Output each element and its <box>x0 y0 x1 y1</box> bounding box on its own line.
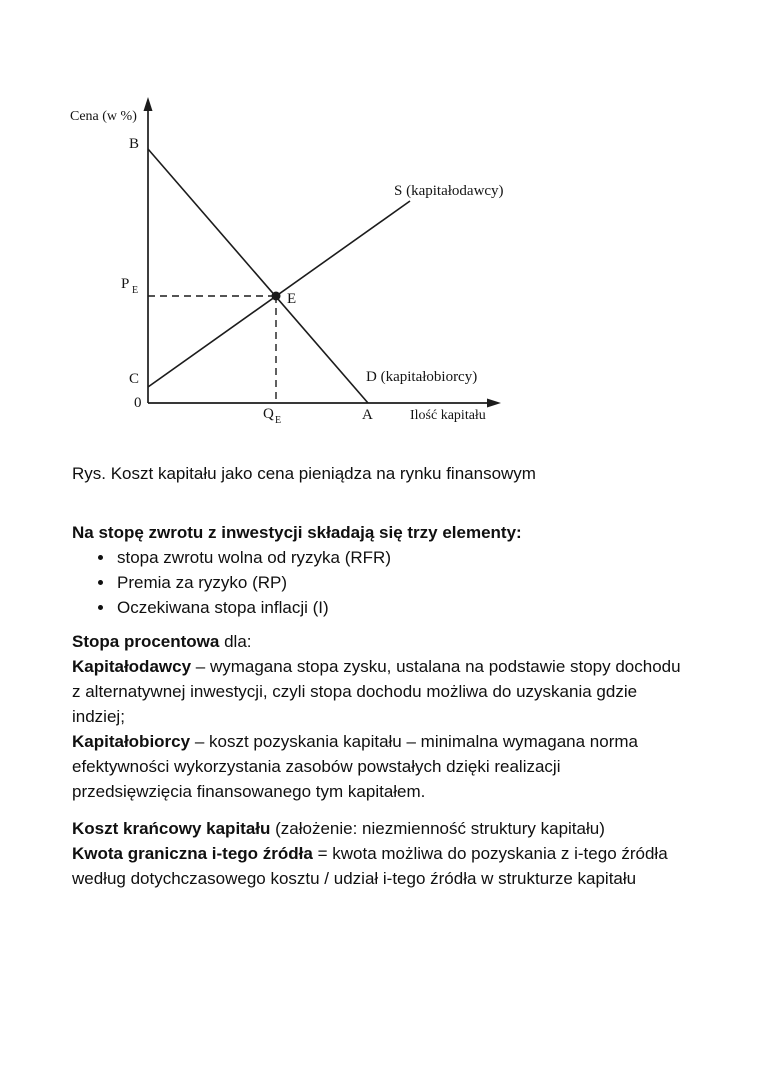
definition-term: Kapitałodawcy <box>72 657 192 676</box>
pe-subscript: E <box>132 285 139 296</box>
pe-label: P <box>121 276 130 292</box>
supply-curve-label: S (kapitałodawcy) <box>394 183 504 199</box>
definition-term: Kapitałobiorcy <box>72 732 191 751</box>
definition-text: dla: <box>219 632 252 651</box>
qe-label: Q <box>263 406 274 422</box>
bullet-item: • Oczekiwana stopa inflacji (I) <box>115 595 684 620</box>
qe-subscript: E <box>275 415 282 426</box>
equilibrium-point <box>272 292 281 301</box>
section-marginal-cost <box>72 816 684 891</box>
definition-paragraph <box>72 729 684 804</box>
definition-term: Kwota graniczna i-tego źródła <box>72 844 313 863</box>
definition-text: (założenie: niezmienność struktury kapitału) <box>270 819 605 838</box>
definition-paragraph <box>72 654 684 729</box>
point-c-label: C <box>129 371 140 387</box>
demand-curve-label: D (kapitałobiorcy) <box>366 369 478 385</box>
definition-term: Stopa procentowa <box>72 632 220 651</box>
definition-text: – koszt pozyskania kapitału – minimalna wymagana norma efektywności wykorzystania zasobów powstałych dzięki realizacji przedsięwzięcia finansowanego tym kapitałem. <box>72 732 638 801</box>
section-heading: Na stopę zwrotu z inwestycji składają się trzy elementy: <box>72 523 522 542</box>
demand-line <box>148 149 368 403</box>
y-axis-label: Cena (w %) <box>70 109 137 124</box>
elements-bullet-list <box>72 545 684 620</box>
bullet-item: • Premia za ryzyko (RP) <box>115 570 684 595</box>
point-b-label: B <box>129 136 140 152</box>
figure-caption: Rys. Koszt kapitału jako cena pieniądza na rynku finansowym <box>72 464 536 483</box>
section-return-elements <box>72 520 684 620</box>
y-axis-arrowhead-icon <box>144 97 153 111</box>
definition-paragraph <box>72 816 684 841</box>
point-a-label: A <box>362 407 373 423</box>
x-axis-label: Ilość kapitału <box>410 408 486 423</box>
x-axis-arrowhead-icon <box>487 399 501 408</box>
origin-label: 0 <box>134 395 142 411</box>
definition-text: – wymagana stopa zysku, ustalana na podstawie stopy dochodu z alternatywnej inwestycji, czyli stopa dochodu możliwa do uzyskania gdzie indziej; <box>72 657 681 726</box>
definition-text: = kwota możliwa do pozyskania z i-tego źródła według dotychczasowego kosztu / udział i-tego źródła w strukturze kapitału <box>72 844 668 888</box>
definition-paragraph <box>72 629 684 654</box>
definition-paragraph <box>72 841 684 891</box>
section-interest-rate <box>72 629 684 804</box>
bullet-item: • stopa zwrotu wolna od ryzyka (RFR) <box>115 545 684 570</box>
definition-term: Koszt krańcowy kapitału <box>72 819 271 838</box>
point-e-label: E <box>287 291 297 307</box>
supply-demand-diagram <box>0 0 760 440</box>
